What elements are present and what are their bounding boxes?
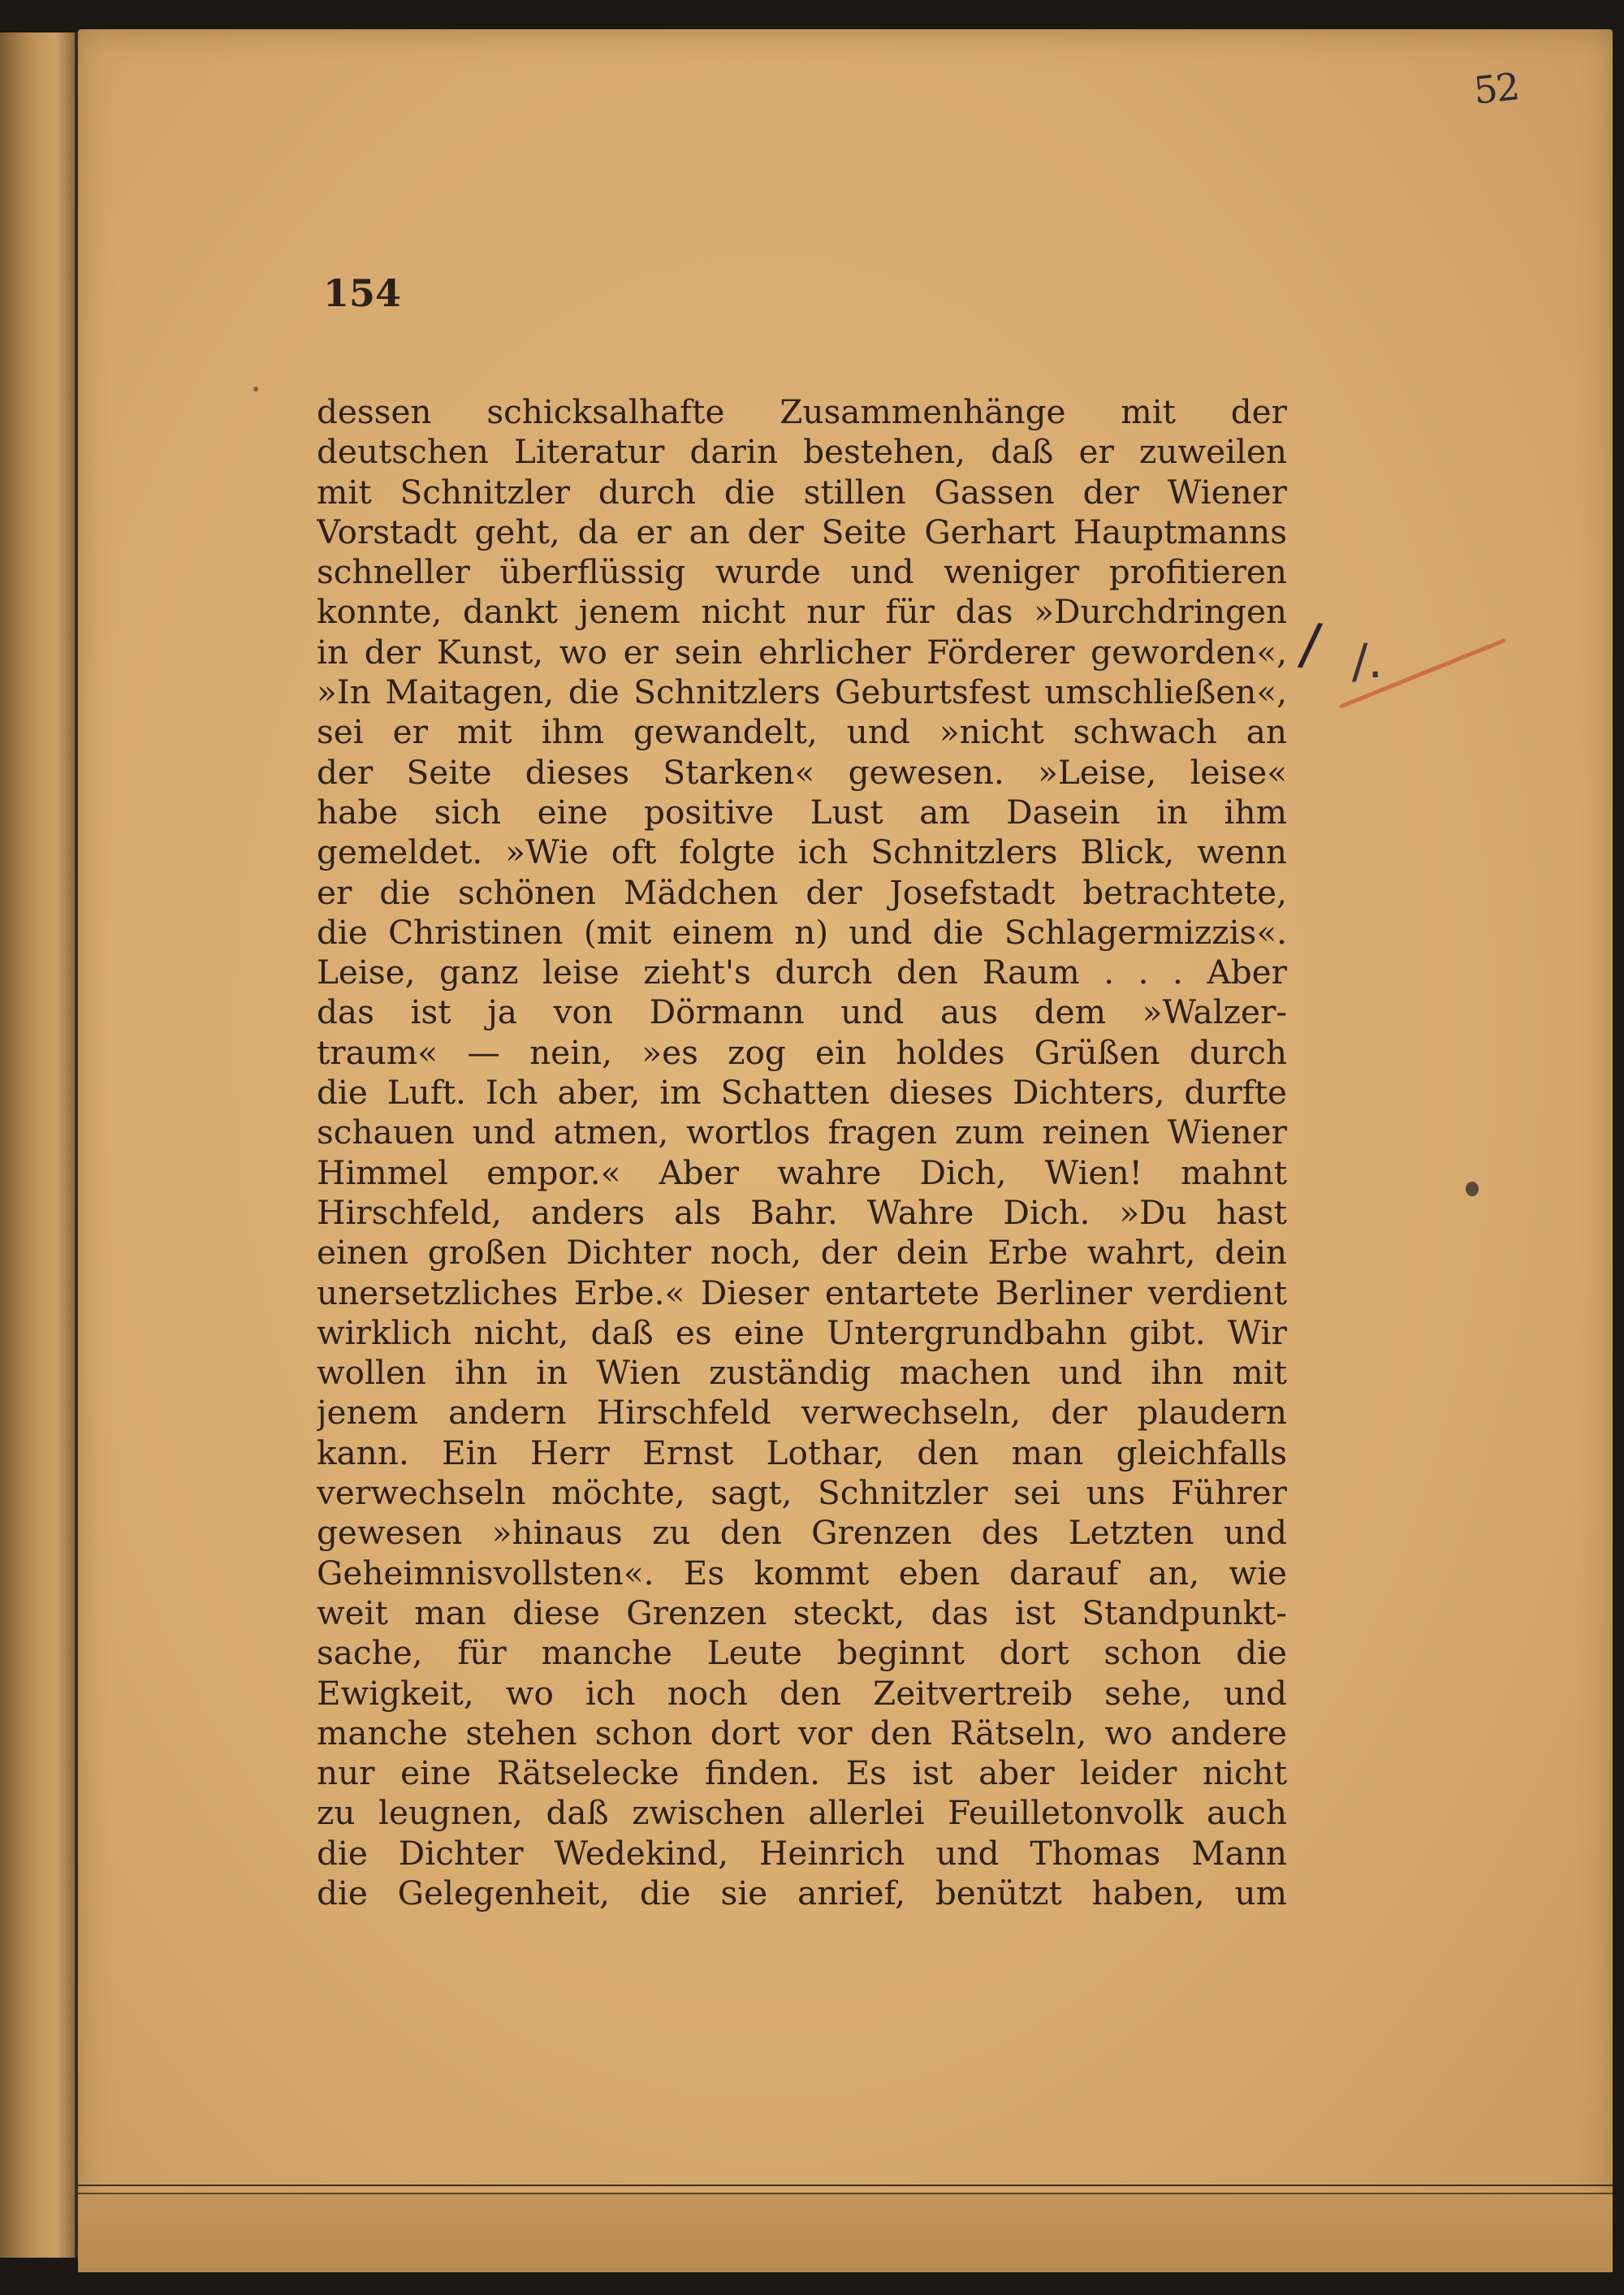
text-line: die Gelegenheit, die sie anrief, benützt haben, um	[317, 1873, 1287, 1912]
text-line: gemeldet. »Wie oft folgte ich Schnitzlers Blick, wenn	[317, 832, 1287, 872]
text-line: die Christinen (mit einem n) und die Schlagermizzis«.	[317, 912, 1287, 952]
pencil-slash-mark: /	[1296, 609, 1325, 679]
text-line: in der Kunst, wo er sein ehrlicher Förderer geworden«,	[317, 632, 1287, 672]
text-line: Himmel empor.« Aber wahre Dich, Wien! mahnt	[317, 1152, 1287, 1192]
page-number: 154	[323, 271, 402, 315]
text-line: schauen und atmen, wortlos fragen zum reinen Wiener	[317, 1113, 1287, 1152]
bottom-page-edge	[78, 2193, 1613, 2272]
text-line: weit man diese Grenzen steckt, das ist Standpunkt-	[317, 1593, 1287, 1632]
text-line: gewesen »hinaus zu den Grenzen des Letzten und	[317, 1513, 1287, 1553]
text-line: die Luft. Ich aber, im Schatten dieses Dichters, durfte	[317, 1073, 1287, 1113]
text-line: wollen ihn in Wien zuständig machen und ihn mit	[317, 1353, 1287, 1393]
body-text	[317, 392, 1287, 1913]
text-line: er die schönen Mädchen der Josefstadt betrachtete,	[317, 872, 1287, 912]
ink-speck	[253, 387, 258, 391]
text-line: Ewigkeit, wo ich noch den Zeitvertreib sehe, und	[317, 1673, 1287, 1713]
text-line: habe sich eine positive Lust am Dasein in ihm	[317, 792, 1287, 832]
text-line: nur eine Rätselecke finden. Es ist aber leider nicht	[317, 1753, 1287, 1793]
text-line: sache, für manche Leute beginnt dort schon die	[317, 1633, 1287, 1673]
text-line: konnte, dankt jenem nicht nur für das »Durchdringen	[317, 592, 1287, 632]
bottom-edge-line	[78, 2185, 1613, 2186]
text-line: Hirschfeld, anders als Bahr. Wahre Dich. »Du hast	[317, 1192, 1287, 1232]
handwritten-folio: 52	[1471, 64, 1521, 113]
text-line: deutschen Literatur darin bestehen, daß er zuweilen	[317, 432, 1287, 472]
text-line: traum« — nein, »es zog ein holdes Grüßen durch	[317, 1032, 1287, 1072]
left-page-edge	[0, 32, 78, 2258]
text-line: Vorstadt geht, da er an der Seite Gerhart Hauptmanns	[317, 512, 1287, 551]
text-line: »In Maitagen, die Schnitzlers Geburtsfest umschließen«,	[317, 672, 1287, 712]
text-line: wirklich nicht, daß es eine Untergrundbahn gibt. Wir	[317, 1312, 1287, 1352]
text-line: unersetzliches Erbe.« Dieser entartete Berliner verdient	[317, 1273, 1287, 1312]
text-line: einen großen Dichter noch, der dein Erbe wahrt, dein	[317, 1233, 1287, 1273]
text-line: die Dichter Wedekind, Heinrich und Thomas Mann	[317, 1833, 1287, 1873]
text-line: sei er mit ihm gewandelt, und »nicht schwach an	[317, 712, 1287, 752]
text-line: verwechseln möchte, sagt, Schnitzler sei uns Führer	[317, 1473, 1287, 1513]
text-line: Geheimnisvollsten«. Es kommt eben darauf an, wie	[317, 1553, 1287, 1593]
text-line: manche stehen schon dort vor den Rätseln, wo andere	[317, 1713, 1287, 1753]
margin-dot	[1466, 1182, 1479, 1196]
text-line: das ist ja von Dörmann und aus dem »Walzer-	[317, 992, 1287, 1032]
margin-annotation: /.	[1352, 633, 1383, 689]
text-line: mit Schnitzler durch die stillen Gassen der Wiener	[317, 472, 1287, 512]
text-line: Leise, ganz leise zieht's durch den Raum . . . Aber	[317, 953, 1287, 992]
text-line: kann. Ein Herr Ernst Lothar, den man gleichfalls	[317, 1433, 1287, 1472]
text-line: zu leugnen, daß zwischen allerlei Feuilletonvolk auch	[317, 1793, 1287, 1833]
text-line: schneller überflüssig wurde und weniger profitieren	[317, 552, 1287, 592]
text-line: der Seite dieses Starken« gewesen. »Leise, leise«	[317, 752, 1287, 792]
text-line: dessen schicksalhafte Zusammenhänge mit der	[317, 392, 1287, 431]
text-line: jenem andern Hirschfeld verwechseln, der plaudern	[317, 1393, 1287, 1433]
